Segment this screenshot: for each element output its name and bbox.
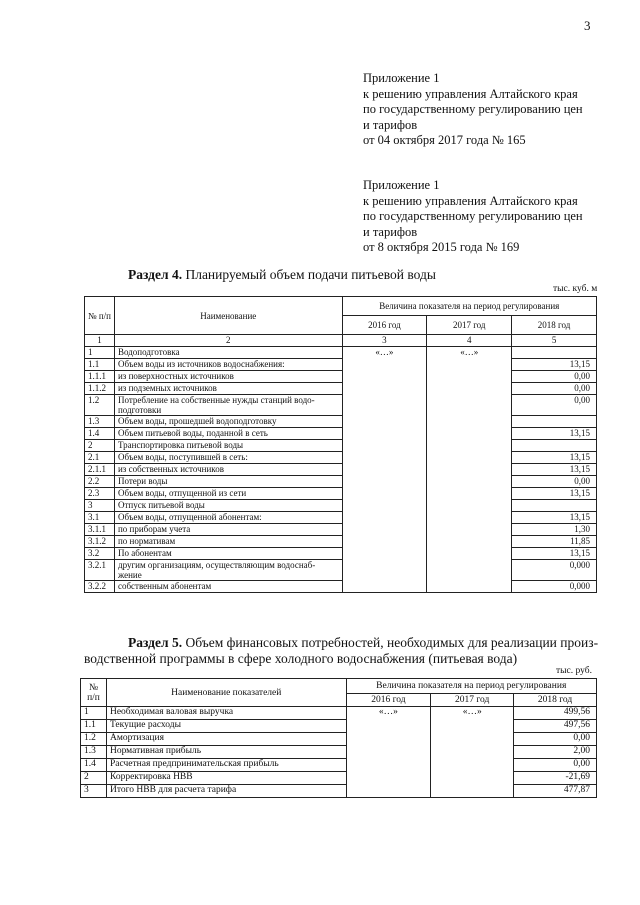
row-num: 1.3 [85, 416, 115, 428]
header-2018: 2018 год [514, 694, 597, 707]
row-value-2018: 13,15 [512, 512, 597, 524]
header-period: Величина показателя на период регулирования [342, 297, 596, 316]
table-row [85, 464, 597, 476]
table-row [85, 500, 597, 512]
row-num: 2.3 [85, 488, 115, 500]
row-name: Амортизация [106, 733, 346, 746]
header-num: № п/п [85, 297, 115, 335]
table-row [85, 395, 597, 416]
row-value-2018: 13,15 [512, 452, 597, 464]
table-row [85, 476, 597, 488]
row-value-2018: 499,56 [514, 707, 597, 720]
table-row [81, 772, 597, 785]
header-2016: 2016 год [346, 694, 431, 707]
row-value-2018: 0,00 [512, 383, 597, 395]
row-value-2018: 0,000 [512, 560, 597, 581]
row-num: 1.1.1 [85, 371, 115, 383]
table-row [81, 707, 597, 720]
row-name: Нормативная прибыль [106, 746, 346, 759]
appendix-line: по государственному регулированию цен [363, 209, 583, 223]
row-name: Текущие расходы [106, 720, 346, 733]
header-name: Наименование [114, 297, 342, 335]
row-name: Транспортировка питьевой воды [114, 440, 342, 452]
table-row [85, 347, 597, 359]
row-name: Отпуск питьевой воды [114, 500, 342, 512]
section5-unit: тыс. руб. [556, 666, 592, 676]
appendix-line: к решению управления Алтайского края [363, 193, 578, 208]
row-num: 2.1 [85, 452, 115, 464]
row-num: 1.1 [85, 359, 115, 371]
row-num: 3.1 [85, 512, 115, 524]
row-name: Объем питьевой воды, поданной в сеть [114, 428, 342, 440]
section5-title-bold: Раздел 5. [128, 635, 183, 650]
row-value-2018: 11,85 [512, 536, 597, 548]
table-row [85, 359, 597, 371]
row-value-2018: 13,15 [512, 428, 597, 440]
row-value-2018: 13,15 [512, 488, 597, 500]
placeholder-2016: «…» [346, 707, 431, 798]
appendix-line: от 04 октября 2017 года № 165 [363, 133, 526, 147]
table-row [85, 560, 597, 581]
row-name: Объем воды, прошедшей водоподготовку [114, 416, 342, 428]
placeholder-2016: «…» [342, 347, 427, 593]
row-value-2018 [512, 500, 597, 512]
header-period: Величина показателя на период регулирования [346, 679, 597, 694]
header-num: № п/п [81, 679, 107, 707]
table-row [85, 581, 597, 593]
row-value-2018: 13,15 [512, 359, 597, 371]
row-num: 1.4 [81, 759, 107, 772]
row-num: 3.2.1 [85, 560, 115, 581]
col-number: 4 [427, 335, 512, 347]
row-num: 1.4 [85, 428, 115, 440]
col-number: 2 [114, 335, 342, 347]
row-value-2018 [512, 440, 597, 452]
header-2017: 2017 год [427, 316, 512, 335]
section5-title-text-2: водственной программы в сфере холодного водоснабжения (питьевая вода) [84, 651, 518, 666]
table-row [85, 416, 597, 428]
appendix-line: к решению управления Алтайского края [363, 86, 578, 101]
placeholder-2017: «…» [431, 707, 514, 798]
row-num: 2 [85, 440, 115, 452]
row-num: 3.2.2 [85, 581, 115, 593]
section5-title-text: Объем финансовых потребностей, необходимых для реализации произ- [182, 635, 599, 650]
row-num: 3.1.1 [85, 524, 115, 536]
row-value-2018 [512, 416, 597, 428]
row-num: 1.1.2 [85, 383, 115, 395]
row-name: Объем воды, отпущенной из сети [114, 488, 342, 500]
section4-title [128, 267, 436, 283]
appendix-block-previous [363, 178, 583, 256]
header-2017: 2017 год [431, 694, 514, 707]
appendix-line: и тарифов [363, 117, 418, 132]
col-number: 1 [85, 335, 115, 347]
row-num: 1.3 [81, 746, 107, 759]
row-name: Потери воды [114, 476, 342, 488]
row-name: собственным абонентам [114, 581, 342, 593]
row-name: Объем воды, поступившей в сеть: [114, 452, 342, 464]
row-name: Потребление на собственные нужды станций водо-подготовки [114, 395, 342, 416]
header-2018: 2018 год [512, 316, 597, 335]
row-name: Необходимая валовая выручка [106, 707, 346, 720]
row-value-2018: -21,69 [514, 772, 597, 785]
table-row [81, 785, 597, 798]
appendix-block-current [363, 71, 583, 149]
table-row [85, 512, 597, 524]
appendix-line: Приложение 1 [363, 71, 440, 85]
appendix-line: Приложение 1 [363, 178, 440, 192]
table-row [85, 536, 597, 548]
row-num: 3.1.2 [85, 536, 115, 548]
row-value-2018: 13,15 [512, 548, 597, 560]
section4-table [84, 296, 597, 593]
table-row [81, 759, 597, 772]
table-row [85, 548, 597, 560]
row-value-2018: 0,00 [514, 733, 597, 746]
section4-unit: тыс. куб. м [553, 284, 598, 294]
row-name: Корректировка НВВ [106, 772, 346, 785]
row-name: Итого НВВ для расчета тарифа [106, 785, 346, 798]
row-value-2018: 477,87 [514, 785, 597, 798]
row-num: 1.2 [81, 733, 107, 746]
row-num: 1.2 [85, 395, 115, 416]
row-num: 3 [85, 500, 115, 512]
row-value-2018: 0,00 [512, 371, 597, 383]
row-value-2018: 2,00 [514, 746, 597, 759]
row-name: из собственных источников [114, 464, 342, 476]
row-name: по приборам учета [114, 524, 342, 536]
row-num: 2.1.1 [85, 464, 115, 476]
section4-title-bold: Раздел 4. [128, 267, 183, 282]
row-num: 2.2 [85, 476, 115, 488]
row-name: По абонентам [114, 548, 342, 560]
table-row [85, 488, 597, 500]
page-number: 3 [584, 18, 591, 33]
row-name: Объем воды из источников водоснабжения: [114, 359, 342, 371]
col-number: 3 [342, 335, 427, 347]
row-value-2018: 0,000 [512, 581, 597, 593]
section4-title-text: Планируемый объем подачи питьевой воды [182, 267, 436, 282]
appendix-line: от 8 октября 2015 года № 169 [363, 240, 520, 254]
row-num: 3.2 [85, 548, 115, 560]
section5-table [80, 678, 597, 798]
table-row [85, 524, 597, 536]
row-name: другим организациям, осуществляющим водоснаб-жение [114, 560, 342, 581]
row-value-2018: 497,56 [514, 720, 597, 733]
row-value-2018: 0,00 [514, 759, 597, 772]
row-name: Расчетная предпринимательская прибыль [106, 759, 346, 772]
appendix-line: по государственному регулированию цен [363, 102, 583, 116]
row-name: из подземных источников [114, 383, 342, 395]
row-name: Водоподготовка [114, 347, 342, 359]
row-num: 1.1 [81, 720, 107, 733]
placeholder-2017: «…» [427, 347, 512, 593]
row-num: 2 [81, 772, 107, 785]
table-row [85, 428, 597, 440]
header-name: Наименование показателей [106, 679, 346, 707]
table-row [81, 733, 597, 746]
row-value-2018 [512, 347, 597, 359]
row-value-2018: 13,15 [512, 464, 597, 476]
row-name: Объем воды, отпущенной абонентам: [114, 512, 342, 524]
appendix-line: и тарифов [363, 224, 418, 239]
row-num: 1 [85, 347, 115, 359]
table-row [85, 383, 597, 395]
row-value-2018: 0,00 [512, 395, 597, 416]
table-row [85, 452, 597, 464]
row-value-2018: 1,30 [512, 524, 597, 536]
row-name: из поверхностных источников [114, 371, 342, 383]
section5-title [84, 635, 599, 667]
table-row [85, 371, 597, 383]
row-value-2018: 0,00 [512, 476, 597, 488]
header-2016: 2016 год [342, 316, 427, 335]
col-number: 5 [512, 335, 597, 347]
table-row [81, 746, 597, 759]
row-name: по нормативам [114, 536, 342, 548]
row-num: 3 [81, 785, 107, 798]
table-row [81, 720, 597, 733]
row-num: 1 [81, 707, 107, 720]
table-row [85, 440, 597, 452]
